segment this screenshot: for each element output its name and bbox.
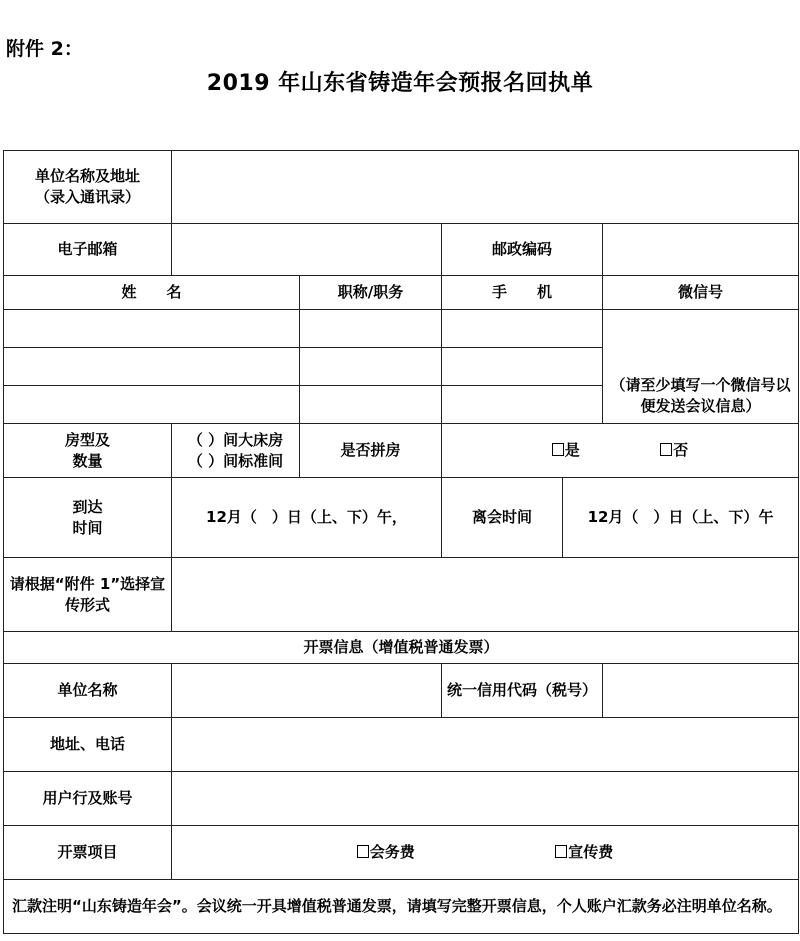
attendee-mobile-field[interactable]	[442, 310, 603, 348]
column-header-title: 职称/职务	[300, 276, 442, 310]
checkbox-icon	[357, 845, 369, 858]
bank-account-label: 用户行及账号	[4, 772, 172, 826]
column-header-wechat: 微信号	[603, 276, 799, 310]
invoice-section-header: 开票信息（增值税普通发票）	[4, 632, 799, 664]
share-room-options	[442, 424, 799, 478]
share-yes-checkbox[interactable]: 是	[552, 441, 580, 459]
attendee-name-field[interactable]	[4, 310, 300, 348]
attendee-mobile-field[interactable]	[442, 348, 603, 386]
invoice-item-label: 开票项目	[4, 826, 172, 880]
address-phone-label: 地址、电话	[4, 718, 172, 772]
share-room-label: 是否拼房	[300, 424, 442, 478]
credit-code-field[interactable]	[603, 664, 799, 718]
departure-time-label: 离会时间	[442, 478, 563, 558]
invoice-unit-label: 单位名称	[4, 664, 172, 718]
email-label: 电子邮箱	[4, 224, 172, 276]
registration-form	[3, 150, 799, 934]
departure-time-field[interactable]: 12月（ ）日（上、下）午	[563, 478, 799, 558]
wechat-hint[interactable]: （请至少填写一个微信号以便发送会议信息）	[603, 310, 799, 424]
room-type-options[interactable]: （ ）间大床房 （ ）间标准间	[172, 424, 300, 478]
arrival-time-label: 到达 时间	[4, 478, 172, 558]
unit-name-address-field[interactable]	[172, 151, 799, 224]
item-promo-checkbox[interactable]: 宣传费	[555, 843, 613, 861]
promo-form-field[interactable]	[172, 558, 799, 632]
item-meeting-checkbox[interactable]: 会务费	[357, 843, 415, 861]
attendee-name-field[interactable]	[4, 386, 300, 424]
room-type-label: 房型及 数量	[4, 424, 172, 478]
column-header-name: 姓 名	[4, 276, 300, 310]
column-header-mobile: 手 机	[442, 276, 603, 310]
credit-code-label: 统一信用代码（税号）	[442, 664, 603, 718]
attendee-title-field[interactable]	[300, 310, 442, 348]
bank-account-field[interactable]	[172, 772, 799, 826]
attendee-mobile-field[interactable]	[442, 386, 603, 424]
postcode-field[interactable]	[603, 224, 799, 276]
invoice-unit-field[interactable]	[172, 664, 442, 718]
checkbox-icon	[555, 845, 567, 858]
checkbox-icon	[552, 443, 564, 456]
attendee-title-field[interactable]	[300, 386, 442, 424]
attachment-label: 附件 2：	[6, 38, 83, 60]
footer-note: 汇款注明“山东铸造年会”。会议统一开具增值税普通发票，请填写完整开票信息，个人账户汇款务必注明单位名称。	[4, 880, 799, 934]
arrival-time-field[interactable]: 12月（ ）日（上、下）午，	[172, 478, 442, 558]
attendee-title-field[interactable]	[300, 348, 442, 386]
postcode-label: 邮政编码	[442, 224, 603, 276]
email-field[interactable]	[172, 224, 442, 276]
promo-form-label: 请根据“附件 1”选择宣传形式	[4, 558, 172, 632]
share-no-checkbox[interactable]: 否	[660, 441, 688, 459]
address-phone-field[interactable]	[172, 718, 799, 772]
checkbox-icon	[660, 443, 672, 456]
attendee-name-field[interactable]	[4, 348, 300, 386]
unit-name-address-label: 单位名称及地址 （录入通讯录）	[4, 151, 172, 224]
page-title: 2019 年山东省铸造年会预报名回执单	[206, 71, 594, 96]
invoice-item-options	[172, 826, 799, 880]
